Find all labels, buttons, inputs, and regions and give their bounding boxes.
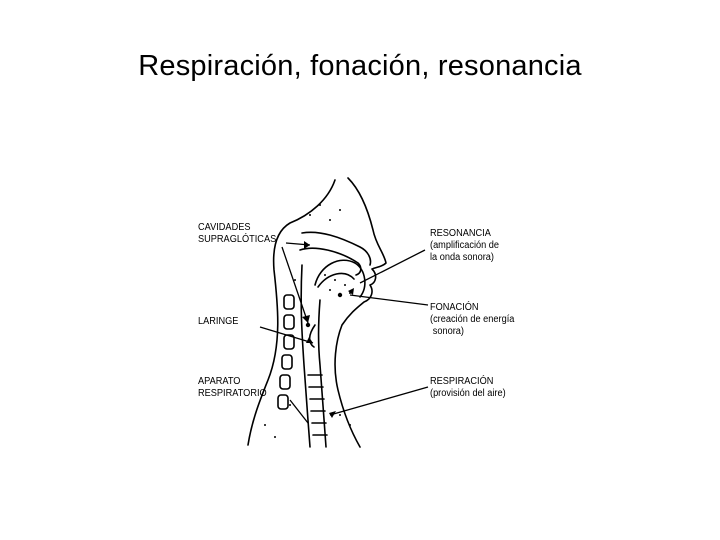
label-fonacion: FONACIÓN (creación de energía sonora) [430,302,515,337]
label-aparato-respiratorio: APARATO RESPIRATORIO [198,376,267,399]
label-respiracion: RESPIRACIÓN (provisión del aire) [430,376,506,399]
label-cavidades-supragloticas: CAVIDADES SUPRAGLÓTICAS [198,222,277,245]
label-resonancia: RESONANCIA (amplificación de la onda sonora) [430,228,500,263]
label-laringe: LARINGE [198,316,239,327]
slide-title: Respiración, fonación, resonancia [138,50,582,82]
